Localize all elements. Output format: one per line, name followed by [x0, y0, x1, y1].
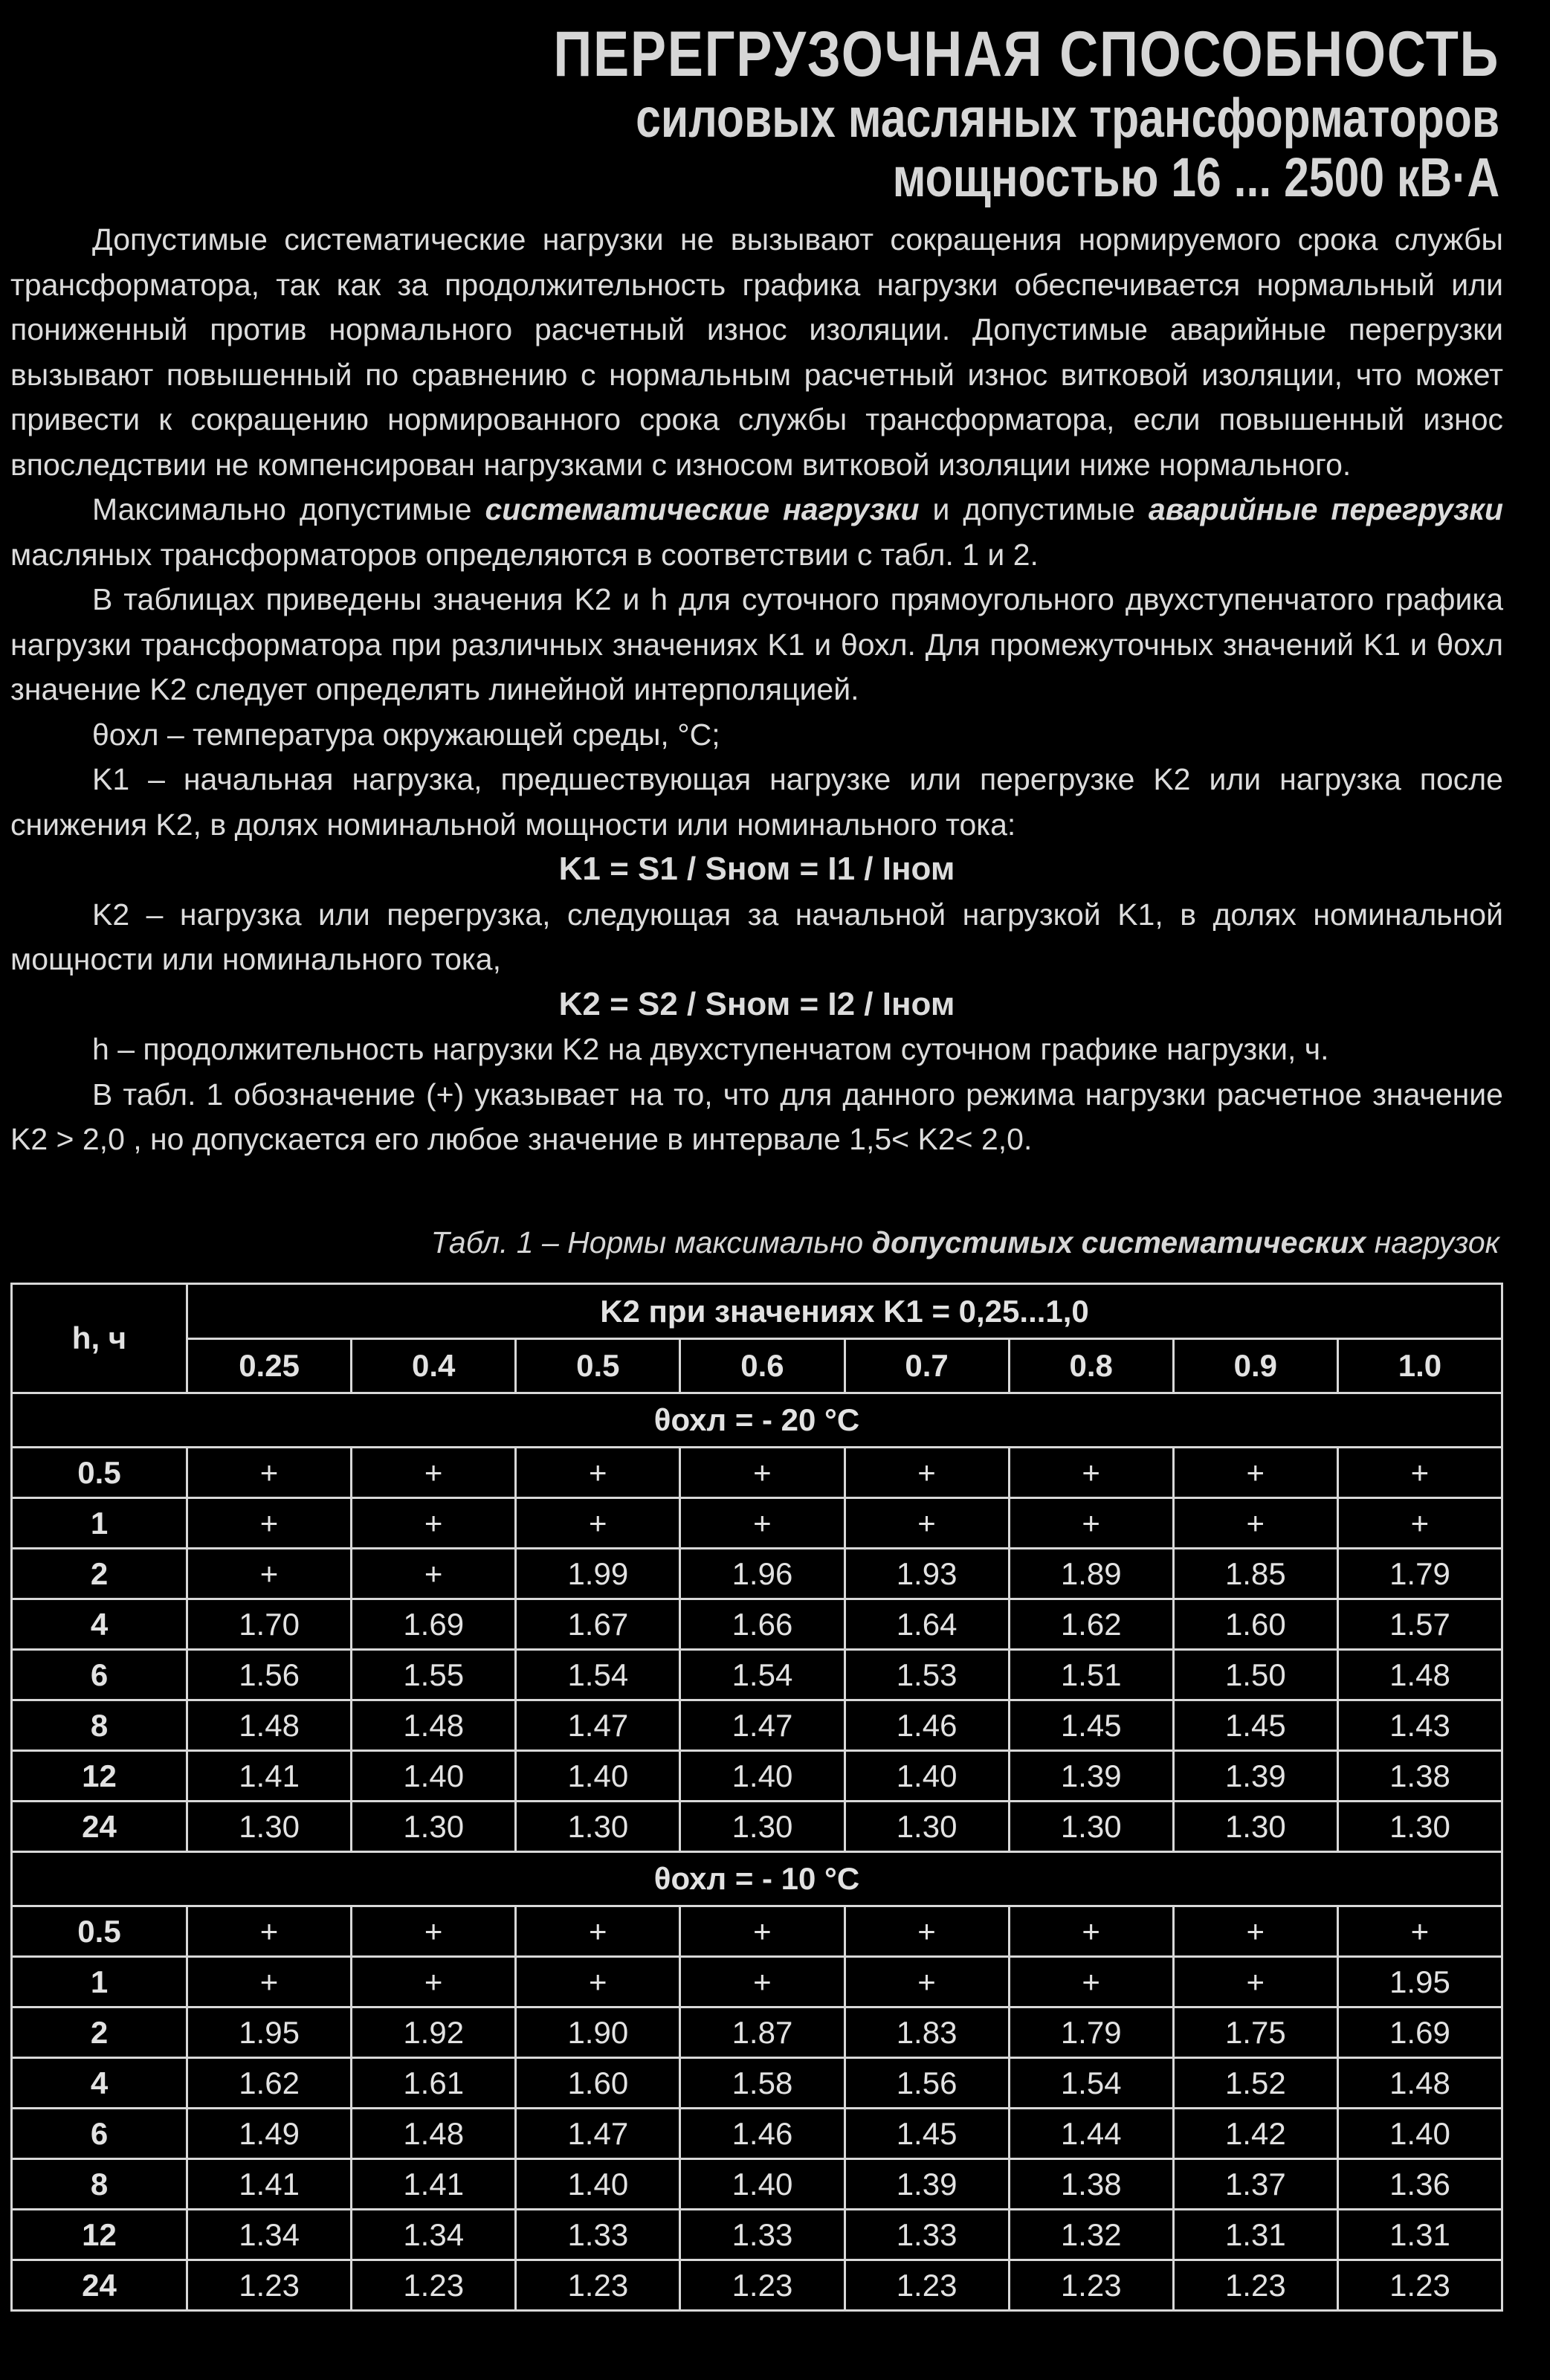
table-row: [12, 2210, 1502, 2260]
emergency-overloads-emphasis: аварийные перегрузки: [1148, 492, 1504, 526]
k2-value-cell: 1.79: [1337, 1549, 1502, 1599]
k1-value-header: 0.6: [680, 1339, 845, 1393]
table-row: [12, 2260, 1502, 2311]
k2-value-cell: 1.70: [187, 1599, 352, 1650]
paragraph-5: K1 – начальная нагрузка, предшествующая нагрузке или перегрузке K2 или нагрузка после снижения K2, в долях номинальной мощности или номинального тока:: [10, 762, 1503, 842]
k2-value-cell: +: [352, 1448, 516, 1498]
paragraph-2-part-a: Максимально допустимые: [92, 492, 485, 526]
h-value-cell: 12: [12, 1751, 187, 1802]
table-row: [12, 1906, 1502, 1957]
k2-value-cell: 1.92: [352, 2007, 516, 2058]
k2-value-cell: 1.62: [1009, 1599, 1173, 1650]
k2-value-cell: 1.64: [845, 1599, 1009, 1650]
table-caption-emphasis: допустимых систематических: [871, 1225, 1366, 1260]
k2-value-cell: 1.41: [187, 1751, 352, 1802]
k2-value-cell: 1.39: [845, 2159, 1009, 2210]
temperature-section-label: θохл = - 20 °С: [12, 1393, 1502, 1448]
k2-value-cell: +: [1009, 1906, 1173, 1957]
k2-value-cell: 1.33: [845, 2210, 1009, 2260]
table-header-row: [12, 1284, 1502, 1339]
k2-value-cell: 1.54: [516, 1650, 680, 1700]
k2-value-cell: 1.23: [1173, 2260, 1337, 2311]
k2-value-cell: 1.30: [680, 1802, 845, 1852]
k2-value-cell: 1.48: [352, 1700, 516, 1751]
paragraph-4: θохл – температура окружающей среды, °С;: [92, 717, 720, 752]
k2-value-cell: 1.99: [516, 1549, 680, 1599]
temperature-section-row: [12, 1393, 1502, 1448]
h-value-cell: 6: [12, 2109, 187, 2159]
k2-value-cell: 1.40: [1337, 2109, 1502, 2159]
table-row: [12, 1498, 1502, 1549]
paragraph-2-part-c: и допустимые: [919, 492, 1149, 526]
k2-value-cell: 1.61: [352, 2058, 516, 2109]
paragraph-2: [10, 487, 1503, 577]
k2-value-cell: +: [187, 1498, 352, 1549]
k2-value-cell: +: [1009, 1498, 1173, 1549]
k2-value-cell: 1.58: [680, 2058, 845, 2109]
table-row: [12, 2159, 1502, 2210]
k2-value-cell: +: [516, 1906, 680, 1957]
k2-value-cell: 1.46: [845, 1700, 1009, 1751]
k2-value-cell: 1.89: [1009, 1549, 1173, 1599]
load-norms-table: [10, 1283, 1503, 2312]
table-row: [12, 2058, 1502, 2109]
k2-value-cell: 1.40: [680, 2159, 845, 2210]
title-line-1: ПЕРЕГРУЗОЧНАЯ СПОСОБНОСТЬ: [553, 19, 1499, 90]
table-row: [12, 1802, 1502, 1852]
k2-value-cell: 1.50: [1173, 1650, 1337, 1700]
k2-value-cell: 1.85: [1173, 1549, 1337, 1599]
table-row: [12, 2007, 1502, 2058]
k1-value-header: 0.9: [1173, 1339, 1337, 1393]
k2-value-cell: +: [1009, 1957, 1173, 2007]
k2-value-cell: +: [1173, 1906, 1337, 1957]
paragraph-8: В табл. 1 обозначение (+) указывает на то, что для данного режима нагрузки расчетное значение K2 > 2,0 , но допускается его любое значение в интервале 1,5< K2< 2,0.: [10, 1077, 1503, 1156]
k2-value-cell: 1.49: [187, 2109, 352, 2159]
h-value-cell: 24: [12, 2260, 187, 2311]
h-value-cell: 12: [12, 2210, 187, 2260]
k2-value-cell: 1.51: [1009, 1650, 1173, 1700]
k2-value-cell: 1.75: [1173, 2007, 1337, 2058]
h-value-cell: 6: [12, 1650, 187, 1700]
paragraph-7: h – продолжительность нагрузки K2 на двухступенчатом суточном графике нагрузки, ч.: [92, 1032, 1329, 1066]
table-row: [12, 1599, 1502, 1650]
table-row: [12, 1448, 1502, 1498]
k2-value-cell: 1.96: [680, 1549, 845, 1599]
k2-value-cell: 1.30: [516, 1802, 680, 1852]
k2-value-cell: 1.31: [1173, 2210, 1337, 2260]
h-value-cell: 1: [12, 1498, 187, 1549]
k2-value-cell: 1.30: [1173, 1802, 1337, 1852]
k2-value-cell: 1.69: [1337, 2007, 1502, 2058]
k2-value-cell: +: [187, 1448, 352, 1498]
k2-value-cell: +: [680, 1448, 845, 1498]
k2-value-cell: 1.66: [680, 1599, 845, 1650]
k2-value-cell: +: [352, 1498, 516, 1549]
k1-value-header: 0.4: [352, 1339, 516, 1393]
table-row: [12, 1957, 1502, 2007]
k2-value-cell: 1.93: [845, 1549, 1009, 1599]
paragraph-6: K2 – нагрузка или перегрузка, следующая за начальной нагрузкой K1, в долях номинальной мощности или номинального тока,: [10, 897, 1503, 976]
k2-value-cell: +: [352, 1906, 516, 1957]
k2-group-header: K2 при значениях K1 = 0,25...1,0: [187, 1284, 1502, 1339]
title-line-3: мощностью 16 ... 2500 кВ·А: [892, 146, 1499, 208]
k2-value-cell: +: [845, 1448, 1009, 1498]
k2-value-cell: +: [680, 1906, 845, 1957]
table-caption-part-c: нагрузок: [1366, 1225, 1499, 1260]
k2-value-cell: 1.30: [352, 1802, 516, 1852]
k1-value-header: 0.7: [845, 1339, 1009, 1393]
k2-value-cell: 1.90: [516, 2007, 680, 2058]
k2-value-cell: 1.33: [680, 2210, 845, 2260]
k2-value-cell: 1.52: [1173, 2058, 1337, 2109]
k2-value-cell: 1.54: [680, 1650, 845, 1700]
k2-value-cell: 1.57: [1337, 1599, 1502, 1650]
k2-value-cell: 1.48: [1337, 2058, 1502, 2109]
k2-value-cell: 1.45: [1009, 1700, 1173, 1751]
h-value-cell: 0.5: [12, 1448, 187, 1498]
k2-value-cell: 1.54: [1009, 2058, 1173, 2109]
temperature-section-row: [12, 1852, 1502, 1906]
h-value-cell: 24: [12, 1802, 187, 1852]
k2-value-cell: 1.60: [1173, 1599, 1337, 1650]
k2-value-cell: 1.62: [187, 2058, 352, 2109]
table-caption-part-a: Табл. 1 – Нормы максимально: [430, 1225, 872, 1260]
k2-value-cell: +: [187, 1906, 352, 1957]
k2-value-cell: 1.41: [187, 2159, 352, 2210]
k2-value-cell: 1.33: [516, 2210, 680, 2260]
temperature-section-label: θохл = - 10 °С: [12, 1852, 1502, 1906]
k2-value-cell: 1.87: [680, 2007, 845, 2058]
k2-value-cell: 1.55: [352, 1650, 516, 1700]
k2-value-cell: 1.47: [516, 1700, 680, 1751]
k2-value-cell: 1.23: [1009, 2260, 1173, 2311]
k2-value-cell: +: [516, 1498, 680, 1549]
k2-value-cell: 1.23: [187, 2260, 352, 2311]
paragraph-3: В таблицах приведены значения K2 и h для суточного прямоугольного двухступенчатого графика нагрузки трансформатора при различных значениях K1 и θохл. Для промежуточных значений K1 и θохл значение K2 следует определять линейной интерполяцией.: [10, 582, 1503, 706]
k2-value-cell: 1.23: [516, 2260, 680, 2311]
table-row: [12, 1650, 1502, 1700]
k2-value-cell: 1.40: [680, 1751, 845, 1802]
k2-value-cell: 1.48: [1337, 1650, 1502, 1700]
k2-value-cell: 1.23: [680, 2260, 845, 2311]
h-value-cell: 4: [12, 2058, 187, 2109]
h-value-cell: 1: [12, 1957, 187, 2007]
k2-value-cell: 1.39: [1009, 1751, 1173, 1802]
k2-value-cell: +: [352, 1549, 516, 1599]
k2-value-cell: +: [845, 1957, 1009, 2007]
k2-value-cell: 1.38: [1337, 1751, 1502, 1802]
k2-value-cell: 1.67: [516, 1599, 680, 1650]
table-row: [12, 1549, 1502, 1599]
k2-value-cell: 1.40: [516, 2159, 680, 2210]
k2-value-cell: 1.95: [1337, 1957, 1502, 2007]
k2-value-cell: 1.31: [1337, 2210, 1502, 2260]
k2-value-cell: 1.45: [1173, 1700, 1337, 1751]
k1-value-header: 1.0: [1337, 1339, 1502, 1393]
k2-value-cell: +: [516, 1957, 680, 2007]
paragraph-2-part-e: масляных трансформаторов определяются в соответствии с табл. 1 и 2.: [10, 537, 1039, 572]
k2-value-cell: 1.83: [845, 2007, 1009, 2058]
table-caption: [431, 1225, 1499, 1260]
h-value-cell: 2: [12, 1549, 187, 1599]
k2-value-cell: 1.56: [845, 2058, 1009, 2109]
k2-value-cell: 1.43: [1337, 1700, 1502, 1751]
k2-value-cell: 1.30: [187, 1802, 352, 1852]
k2-value-cell: 1.48: [187, 1700, 352, 1751]
k2-value-cell: +: [187, 1957, 352, 2007]
k2-value-cell: 1.37: [1173, 2159, 1337, 2210]
k2-value-cell: +: [1173, 1498, 1337, 1549]
h-value-cell: 0.5: [12, 1906, 187, 1957]
k2-value-cell: 1.36: [1337, 2159, 1502, 2210]
k2-value-cell: +: [845, 1906, 1009, 1957]
h-value-cell: 4: [12, 1599, 187, 1650]
k2-value-cell: 1.60: [516, 2058, 680, 2109]
k2-value-cell: 1.47: [680, 1700, 845, 1751]
k2-value-cell: 1.34: [352, 2210, 516, 2260]
k2-value-cell: 1.40: [352, 1751, 516, 1802]
k1-values-row: [12, 1339, 1502, 1393]
k2-value-cell: 1.40: [845, 1751, 1009, 1802]
formula-k2: K2 = S2 / Sном = I2 / Iном: [558, 985, 955, 1022]
table-row: [12, 1751, 1502, 1802]
k2-value-cell: 1.95: [187, 2007, 352, 2058]
k2-value-cell: 1.56: [187, 1650, 352, 1700]
title-block: [373, 19, 1499, 208]
k2-value-cell: 1.44: [1009, 2109, 1173, 2159]
table-row: [12, 2109, 1502, 2159]
k2-value-cell: 1.40: [516, 1751, 680, 1802]
h-value-cell: 8: [12, 2159, 187, 2210]
k2-value-cell: +: [352, 1957, 516, 2007]
k2-value-cell: 1.53: [845, 1650, 1009, 1700]
k2-value-cell: 1.46: [680, 2109, 845, 2159]
systematic-loads-emphasis: систематические нагрузки: [485, 492, 920, 526]
k2-value-cell: +: [187, 1549, 352, 1599]
k2-value-cell: +: [680, 1498, 845, 1549]
k2-value-cell: 1.23: [352, 2260, 516, 2311]
k2-value-cell: 1.23: [1337, 2260, 1502, 2311]
k2-value-cell: 1.30: [845, 1802, 1009, 1852]
k1-value-header: 0.25: [187, 1339, 352, 1393]
h-value-cell: 2: [12, 2007, 187, 2058]
k2-value-cell: 1.69: [352, 1599, 516, 1650]
k2-value-cell: 1.32: [1009, 2210, 1173, 2260]
k2-value-cell: 1.79: [1009, 2007, 1173, 2058]
k2-value-cell: 1.38: [1009, 2159, 1173, 2210]
k2-value-cell: 1.48: [352, 2109, 516, 2159]
k2-value-cell: +: [1173, 1957, 1337, 2007]
k2-value-cell: 1.42: [1173, 2109, 1337, 2159]
k2-value-cell: 1.45: [845, 2109, 1009, 2159]
k2-value-cell: +: [680, 1957, 845, 2007]
k2-value-cell: 1.30: [1337, 1802, 1502, 1852]
k2-value-cell: 1.30: [1009, 1802, 1173, 1852]
k2-value-cell: 1.41: [352, 2159, 516, 2210]
k2-value-cell: +: [1337, 1448, 1502, 1498]
formula-k1: K1 = S1 / Sном = I1 / Iном: [558, 851, 955, 887]
k2-value-cell: 1.34: [187, 2210, 352, 2260]
title-line-2: силовых масляных трансформаторов: [635, 87, 1499, 149]
table-row: [12, 1700, 1502, 1751]
k2-value-cell: +: [1173, 1448, 1337, 1498]
k2-value-cell: +: [1009, 1448, 1173, 1498]
k2-value-cell: +: [516, 1448, 680, 1498]
table-body: [12, 1284, 1502, 2311]
k2-value-cell: 1.47: [516, 2109, 680, 2159]
h-column-header: h, ч: [12, 1284, 187, 1393]
k2-value-cell: +: [845, 1498, 1009, 1549]
k1-value-header: 0.8: [1009, 1339, 1173, 1393]
h-value-cell: 8: [12, 1700, 187, 1751]
k2-value-cell: 1.23: [845, 2260, 1009, 2311]
paragraph-1: Допустимые систематические нагрузки не вызывают сокращения нормируемого срока службы трансформатора, так как за продолжительность графика нагрузки обеспечивается нормальный или пониженный против нормального расчетный износ изоляции. Допустимые аварийные перегрузки вызывают повышенный по сравнению с нормальным расчетный износ витковой изоляции, что может привести к сокращению нормированного срока службы трансформатора, если повышенный износ впоследствии не компенсирован нагрузками с износом витковой изоляции ниже нормального.: [10, 222, 1503, 482]
body-text: [10, 217, 1503, 1162]
k2-value-cell: +: [1337, 1498, 1502, 1549]
k2-value-cell: 1.39: [1173, 1751, 1337, 1802]
k2-value-cell: +: [1337, 1906, 1502, 1957]
k1-value-header: 0.5: [516, 1339, 680, 1393]
